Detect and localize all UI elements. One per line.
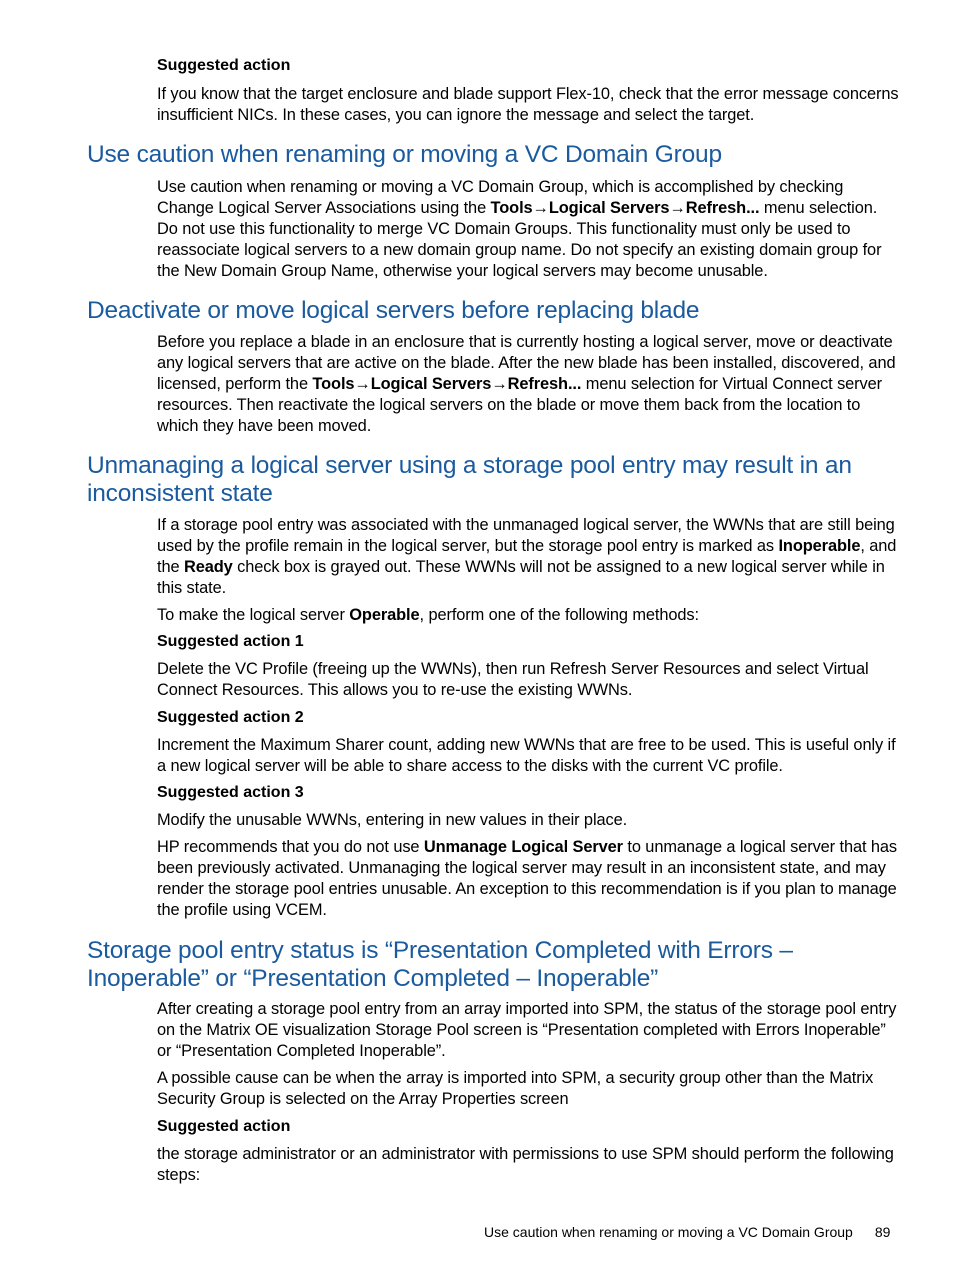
intro-paragraph: If you know that the target enclosure and blade support Flex-10, check that the error message concerns insufficient NICs. In these cases, you can ignore the message and select the target.: [157, 85, 899, 124]
section4-suggested-action-text: the storage administrator or an administrator with permissions to use SPM should perform the following steps:: [157, 1145, 894, 1184]
section-title-renaming-vc-domain-group: Use caution when renaming or moving a VC Domain Group: [87, 141, 722, 168]
menu-tools: Tools: [490, 199, 533, 217]
suggested-action-1-heading: Suggested action 1: [157, 633, 304, 650]
intro-suggested-action-heading: Suggested action: [157, 57, 291, 74]
section1-paragraph: Use caution when renaming or moving a VC Domain Group, which is accomplished by checking Change Logical Server Associations using the Tools→Logical Servers→Refresh... menu selection. Do not use this functionality to merge VC Domain Groups. This functionality must only be used to reassociate logical servers to a new domain group name. Do not specify an existing domain group for the New Domain Group Name, otherwise your logical servers may become unusable.: [157, 178, 882, 280]
menu-tools: Tools: [312, 375, 355, 393]
menu-logical-servers: Logical Servers: [370, 375, 492, 393]
section-title-storage-pool-entry-status: Storage pool entry status is “Presentation Completed with Errors – Inoperable” or “Presentation Completed – Inoperable”: [87, 937, 793, 992]
suggested-action-2-heading: Suggested action 2: [157, 709, 304, 726]
section4-paragraph-2: A possible cause can be when the array is imported into SPM, a security group other than the Matrix Security Group is selected on the Array Properties screen: [157, 1069, 874, 1108]
page-footer: [484, 1222, 890, 1242]
suggested-action-3-text: Modify the unusable WWNs, entering in new values in their place.: [157, 811, 628, 829]
section3-paragraph-2: To make the logical server Operable, perform one of the following methods:: [157, 606, 699, 624]
section3-paragraph-3: HP recommends that you do not use Unmanage Logical Server to unmanage a logical server that has been previously activated. Unmanaging the logical server may result in an inconsistent state, and may render the storage pool entries unusable. An exception to this recommendation is if you plan to manage the profile using VCEM.: [157, 838, 898, 919]
suggested-action-1-text: Delete the VC Profile (freeing up the WWNs), then run Refresh Server Resources and select Virtual Connect Resources. This allows you to re-use the existing WWNs.: [157, 660, 869, 699]
section2-paragraph: Before you replace a blade in an enclosure that is currently hosting a logical server, move or deactivate any logical servers that are active on the blade. After the new blade has been installed, discovered, and licensed, perform the Tools→Logical Servers→Refresh... menu selection for Virtual Connect server resources. Then reactivate the logical servers on the blade or move them back from the location to which they have been moved.: [157, 333, 896, 435]
page-number: 89: [874, 1224, 891, 1240]
section-title-deactivate-logical-servers: Deactivate or move logical servers before replacing blade: [87, 297, 700, 324]
section3-paragraph-1: If a storage pool entry was associated with the unmanaged logical server, the WWNs that are still being used by the profile remain in the logical server, but the storage pool entry is marked as Inoperable, and the Ready check box is grayed out. These WWNs will not be assigned to a new logical server while in this state.: [157, 516, 897, 597]
footer-running-title: Use caution when renaming or moving a VC Domain Group: [484, 1224, 853, 1240]
suggested-action-3-heading: Suggested action 3: [157, 784, 304, 801]
menu-logical-servers: Logical Servers: [548, 199, 670, 217]
section-title-unmanaging-logical-server: Unmanaging a logical server using a storage pool entry may result in an inconsistent state: [87, 452, 852, 507]
suggested-action-2-text: Increment the Maximum Sharer count, adding new WWNs that are free to be used. This is useful only if a new logical server will be able to share access to the disks with the current VC profile.: [157, 736, 896, 775]
section4-paragraph-1: After creating a storage pool entry from an array imported into SPM, the status of the storage pool entry on the Matrix OE visualization Storage Pool screen is “Presentation completed with Errors Inoperable” or “Presentation Completed Inoperable”.: [157, 1000, 897, 1060]
section4-suggested-action-heading: Suggested action: [157, 1118, 291, 1135]
menu-refresh: Refresh...: [507, 375, 582, 393]
menu-refresh: Refresh...: [685, 199, 760, 217]
